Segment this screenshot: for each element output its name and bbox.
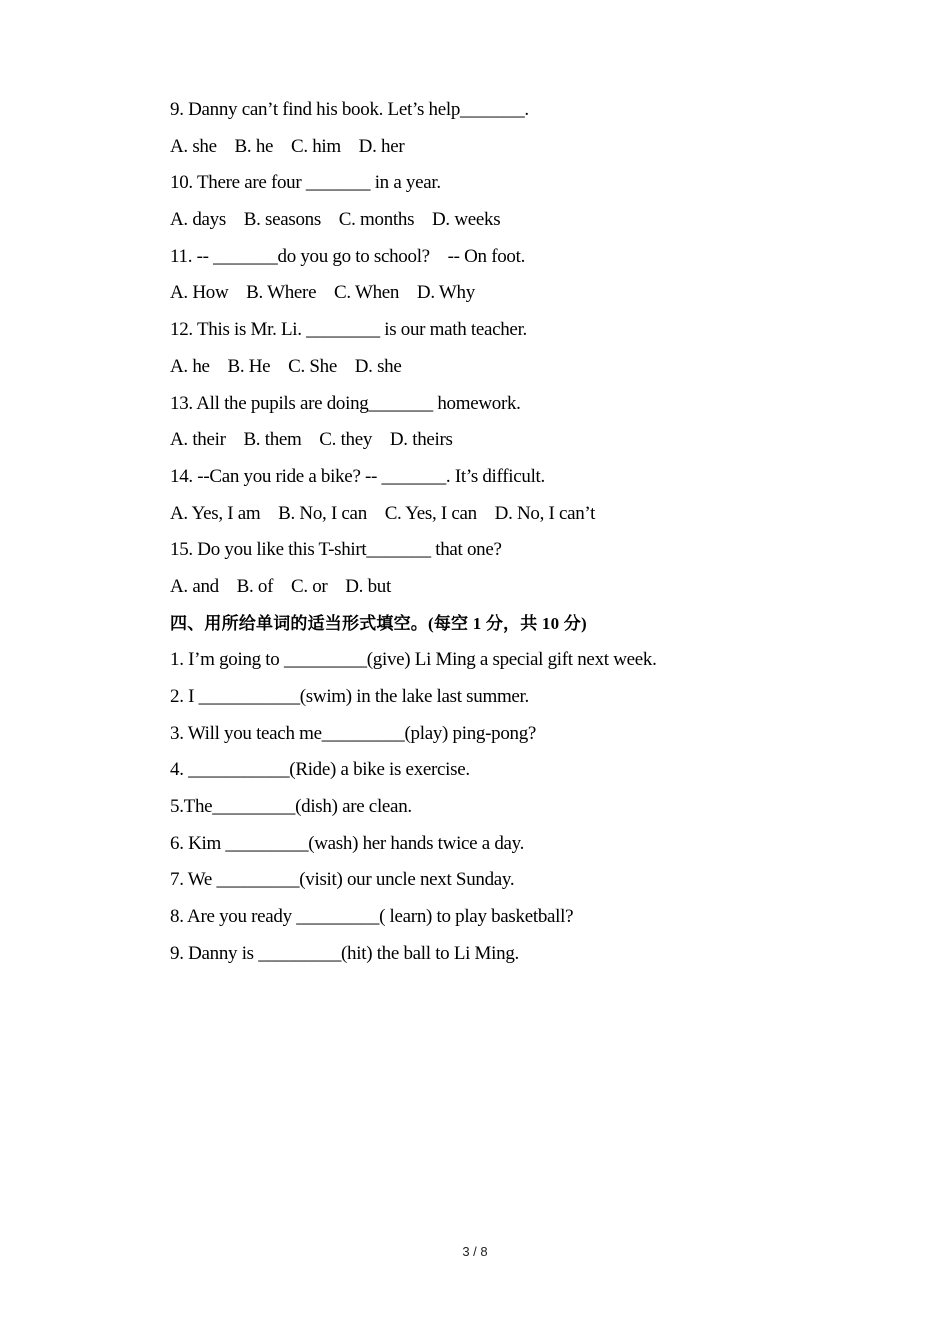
question-11-stem: 11. -- _______do you go to school? -- On foot.: [170, 245, 526, 267]
question-12-stem: 12. This is Mr. Li. ________ is our math teacher.: [170, 319, 527, 341]
question-15-options: A. and B. of C. or D. but: [170, 575, 391, 597]
question-10-options: A. days B. seasons C. months D. weeks: [170, 209, 501, 231]
fill-blank-item-2: 2. I ___________(swim) in the lake last summer.: [170, 686, 529, 707]
fill-blank-item-6: 6. Kim _________(wash) her hands twice a day.: [170, 832, 525, 854]
question-15-stem: 15. Do you like this T-shirt_______ that one?: [170, 539, 502, 561]
fill-blank-item-5: 5.The_________(dish) are clean.: [170, 796, 412, 818]
worksheet-content: [170, 96, 870, 977]
question-14-stem: 14. --Can you ride a bike? -- _______. It’s difficult.: [170, 465, 545, 487]
question-13-options: A. their B. them C. they D. theirs: [170, 429, 453, 451]
fill-blank-item-3: 3. Will you teach me_________(play) ping-pong?: [170, 722, 537, 744]
fill-blank-item-9: 9. Danny is _________(hit) the ball to Li Ming.: [170, 942, 519, 964]
question-9-stem: 9. Danny can’t find his book. Let’s help_______.: [170, 99, 529, 120]
fill-blank-item-4: 4. ___________(Ride) a bike is exercise.: [170, 759, 470, 781]
fill-blank-item-7: 7. We _________(visit) our uncle next Sunday.: [170, 869, 515, 891]
question-13-stem: 13. All the pupils are doing_______ homework.: [170, 392, 521, 414]
fill-blank-item-8: 8. Are you ready _________( learn) to play basketball?: [170, 906, 574, 928]
page-number: 3 / 8: [462, 1244, 488, 1259]
section-4-heading: 四、用所给单词的适当形式填空。(每空 1 分，共 10 分): [170, 613, 587, 633]
question-9-options: A. she B. he C. him D. her: [170, 135, 405, 157]
question-11-options: A. How B. Where C. When D. Why: [170, 282, 475, 304]
question-12-options: A. he B. He C. She D. she: [170, 355, 402, 377]
fill-blank-item-1: 1. I’m going to _________(give) Li Ming a special gift next week.: [170, 649, 657, 671]
question-14-options: A. Yes, I am B. No, I can C. Yes, I can D. No, I can’t: [170, 502, 596, 524]
question-10-stem: 10. There are four _______ in a year.: [170, 172, 441, 194]
